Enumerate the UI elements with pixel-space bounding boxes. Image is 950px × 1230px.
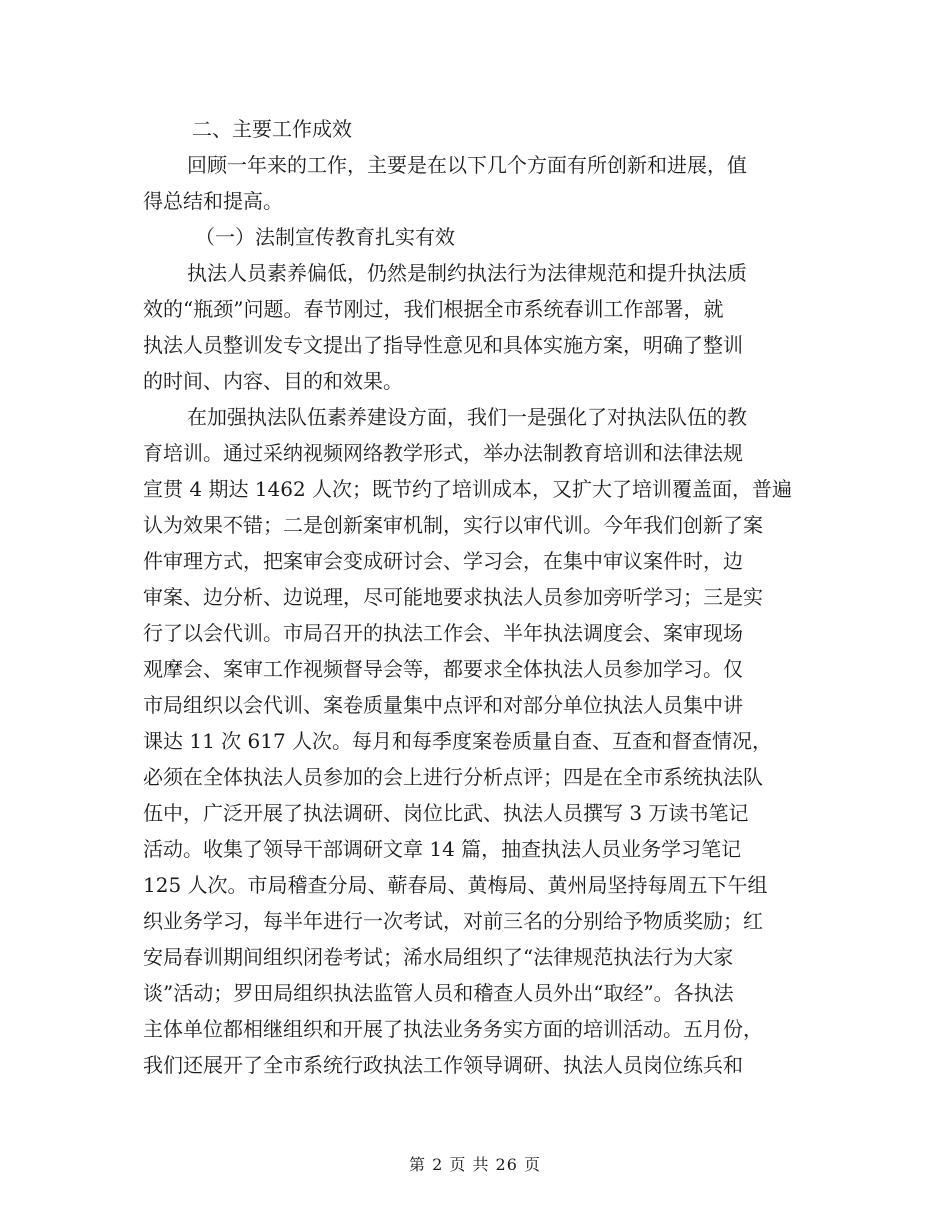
paragraph-line: 件审理方式，把案审会变成研讨会、学习会，在集中审议案件时，边	[143, 549, 743, 573]
section-heading: 二、主要工作成效	[192, 117, 352, 141]
paragraph-line: 我们还展开了全市系统行政执法工作领导调研、执法人员岗位练兵和	[143, 1053, 743, 1077]
paragraph-line: 执法人员素养偏低，仍然是制约执法行为法律规范和提升执法质	[187, 261, 747, 285]
paragraph-line: 在加强执法队伍素养建设方面，我们一是强化了对执法队伍的教	[187, 405, 747, 429]
paragraph-line: 得总结和提高。	[143, 189, 283, 213]
paragraph-line: 课达 11 次 617 人次。每月和每季度案卷质量自查、互查和督查情况，	[143, 729, 773, 753]
paragraph-line: 的时间、内容、目的和效果。	[143, 369, 403, 393]
paragraph-line: 行了以会代训。市局召开的执法工作会、半年执法调度会、案审现场	[143, 621, 743, 645]
paragraph-line: 安局春训期间组织闭卷考试；浠水局组织了“法律规范执法行为大家	[143, 945, 734, 969]
paragraph-line: 执法人员整训发专文提出了指导性意见和具体实施方案，明确了整训	[143, 333, 743, 357]
paragraph-line: 回顾一年来的工作，主要是在以下几个方面有所创新和进展，值	[187, 153, 747, 177]
paragraph-line: 育培训。通过采纳视频网络教学形式，举办法制教育培训和法律法规	[143, 441, 743, 465]
paragraph-line: 宣贯 4 期达 1462 人次；既节约了培训成本，又扩大了培训覆盖面，普遍	[143, 477, 793, 501]
paragraph-line: 认为效果不错；二是创新案审机制，实行以审代训。今年我们创新了案	[143, 513, 763, 537]
paragraph-line: 市局组织以会代训、案卷质量集中点评和对部分单位执法人员集中讲	[143, 693, 743, 717]
paragraph-line: 谈”活动；罗田局组织执法监管人员和稽查人员外出“取经”。各执法	[143, 981, 734, 1005]
paragraph-line: 必须在全体执法人员参加的会上进行分析点评；四是在全市系统执法队	[143, 765, 763, 789]
page-number-footer: 第 2 页 共 26 页	[409, 1155, 541, 1174]
paragraph-line: 效的“瓶颈”问题。春节刚过，我们根据全市系统春训工作部署，就	[143, 297, 724, 321]
paragraph-line: 审案、边分析、边说理，尽可能地要求执法人员参加旁听学习；三是实	[143, 585, 763, 609]
paragraph-line: 伍中，广泛开展了执法调研、岗位比武、执法人员撰写 3 万读书笔记	[143, 801, 749, 825]
paragraph-line: 主体单位都相继组织和开展了执法业务务实方面的培训活动。五月份，	[143, 1017, 763, 1041]
subsection-heading: （一）法制宣传教育扎实有效	[195, 225, 455, 249]
paragraph-line: 125 人次。市局稽查分局、蕲春局、黄梅局、黄州局坚持每周五下午组	[143, 873, 768, 897]
paragraph-line: 活动。收集了领导干部调研文章 14 篇，抽查执法人员业务学习笔记	[143, 837, 742, 861]
paragraph-line: 观摩会、案审工作视频督导会等，都要求全体执法人员参加学习。仅	[143, 657, 743, 681]
paragraph-line: 织业务学习，每半年进行一次考试，对前三名的分别给予物质奖励；红	[143, 909, 763, 933]
